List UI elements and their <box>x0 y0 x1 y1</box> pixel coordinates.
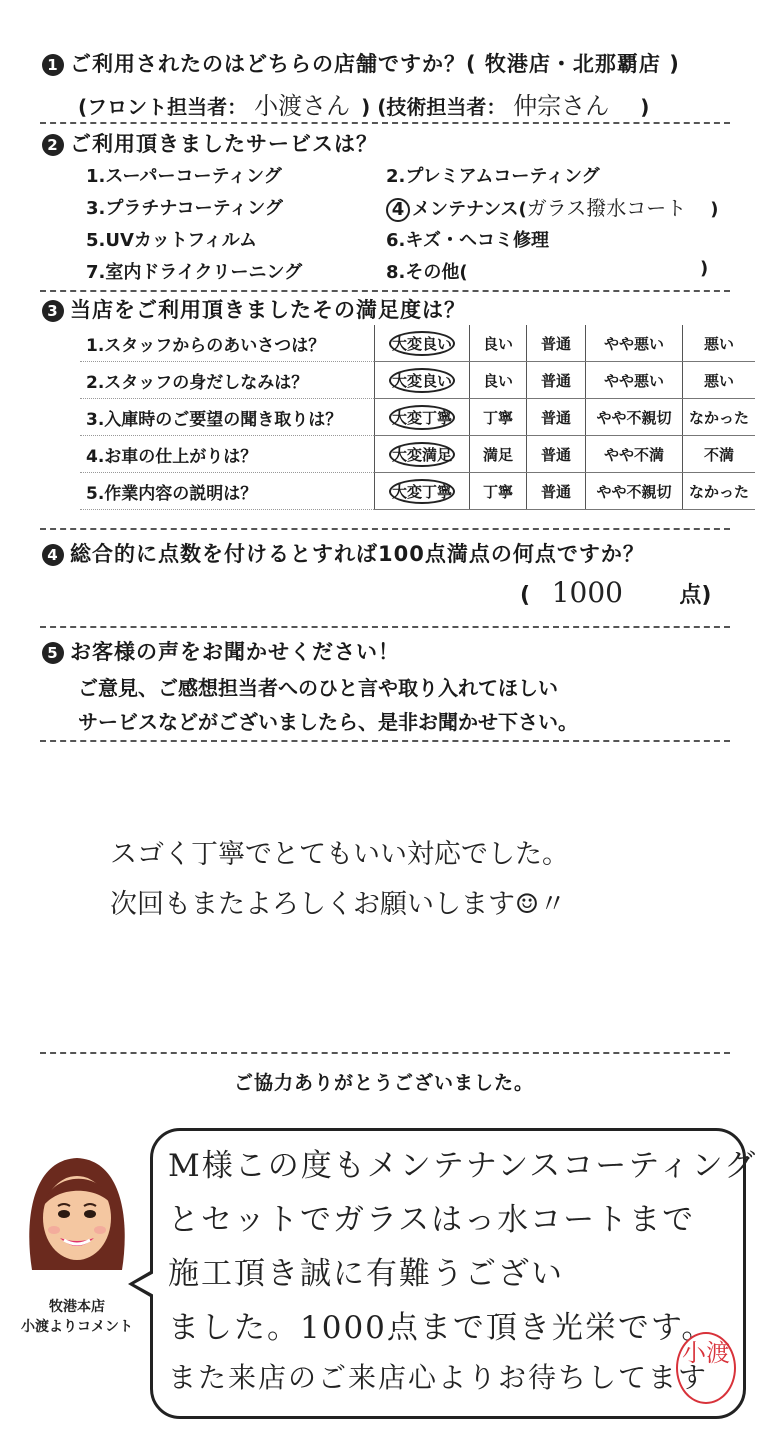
selected-circle-mark: 大変良い <box>389 331 455 356</box>
score-unit: 点) <box>679 583 712 608</box>
reply-line: 施工頂き誠に有難うござい <box>168 1256 564 1292</box>
tech-staff-name: 仲宗さん <box>513 92 610 120</box>
question-text: ご利用されたのはどちらの店舗ですか？( 牧港店・北那覇店 ) <box>70 52 680 76</box>
row-question: 3.入庫時のご要望の聞き取りは？ <box>80 399 375 436</box>
staff-avatar-icon <box>22 1150 132 1280</box>
tech-staff-label: (技術担当者： <box>377 95 507 119</box>
option: 丁寧 <box>470 473 527 510</box>
question-text: 総合的に点数を付けるとすれば100点満点の何点ですか？ <box>70 542 645 566</box>
option-selected <box>375 473 470 510</box>
divider <box>40 626 730 628</box>
question-text: ご利用頂きましたサービスは？ <box>70 132 378 156</box>
satisfaction-table <box>80 325 755 510</box>
question-5-line-2: ご意見、ご感想担当者へのひと言や取り入れてほしい <box>78 676 558 700</box>
option: 良い <box>470 325 527 362</box>
option: やや悪い <box>586 325 683 362</box>
option: 満足 <box>470 436 527 473</box>
selected-circle-mark: 4 <box>386 198 410 222</box>
question-3 <box>42 294 466 324</box>
option: やや不親切 <box>586 399 683 436</box>
service-option: 7.室内ドライクリーニング <box>86 262 303 283</box>
staff-line <box>78 86 649 121</box>
divider <box>40 122 730 124</box>
service-option: 5.UVカットフィルム <box>86 230 258 251</box>
selected-circle-mark: 大変満足 <box>389 442 455 467</box>
option: 普通 <box>527 362 586 399</box>
customer-comment-line-2: 次回もまたよろしくお願いします☺〃 <box>110 889 567 920</box>
service-option: 3.プラチナコーティング <box>86 198 283 219</box>
score-open: ( <box>520 583 531 608</box>
option-selected <box>375 325 470 362</box>
front-staff-name: 小渡さん <box>254 92 351 120</box>
question-5-line-3: サービスなどがございましたら、是非お聞かせ下さい。 <box>78 710 578 734</box>
service-option: 6.キズ・ヘコミ修理 <box>386 230 550 251</box>
service-option: 2.プレミアムコーティング <box>386 166 600 187</box>
option: 普通 <box>527 325 586 362</box>
option: なかった <box>683 399 756 436</box>
question-number: 2 <box>42 134 64 156</box>
divider <box>40 1052 730 1054</box>
question-4 <box>42 538 645 568</box>
reply-line: ました。1000点まで頂き光栄です。 <box>168 1310 715 1346</box>
reply-line: M様この度もメンテナンスコーティング <box>168 1148 758 1184</box>
staff-caption: 小渡よりコメント <box>21 1319 133 1335</box>
service-option: 1.スーパーコーティング <box>86 166 282 187</box>
front-staff-label: (フロント担当者： <box>78 95 248 119</box>
option: 良い <box>470 362 527 399</box>
table-row <box>80 362 755 399</box>
option: 普通 <box>527 399 586 436</box>
selected-circle-mark: 大変丁寧 <box>389 479 455 504</box>
service-option: 8.その他( <box>386 262 468 283</box>
service-detail: ガラス撥水コート <box>526 196 687 220</box>
option: 丁寧 <box>470 399 527 436</box>
table-row <box>80 473 755 510</box>
option: 普通 <box>527 436 586 473</box>
row-question: 4.お車の仕上がりは？ <box>80 436 375 473</box>
reply-line: また来店のご来店心よりお待ちしてます <box>168 1361 709 1394</box>
option: 不満 <box>683 436 756 473</box>
name-stamp: 小渡 <box>676 1332 736 1404</box>
option: 普通 <box>527 473 586 510</box>
row-question: 5.作業内容の説明は？ <box>80 473 375 510</box>
tech-staff-close: ) <box>640 95 650 119</box>
divider <box>40 290 730 292</box>
question-text: お客様の声をお聞かせください！ <box>70 640 400 664</box>
option-selected <box>375 399 470 436</box>
question-5 <box>42 636 400 666</box>
customer-comment-line-1: スゴく丁寧でとてもいい対応でした。 <box>110 839 569 870</box>
option-selected <box>375 436 470 473</box>
question-number: 3 <box>42 300 64 322</box>
option: やや不親切 <box>586 473 683 510</box>
table-row <box>80 325 755 362</box>
service-option-selected <box>386 192 718 222</box>
option: なかった <box>683 473 756 510</box>
table-row <box>80 399 755 436</box>
bubble-tail-inner <box>134 1273 154 1295</box>
question-text: 当店をご利用頂きましたその満足度は？ <box>70 298 466 322</box>
question-number: 5 <box>42 642 64 664</box>
option: やや不満 <box>586 436 683 473</box>
service-other-close: ) <box>700 258 709 279</box>
option-selected <box>375 362 470 399</box>
divider <box>40 740 730 742</box>
question-1 <box>42 48 680 78</box>
selected-circle-mark: 大変丁寧 <box>389 405 455 430</box>
reply-line: とセットでガラスはっ水コートまで <box>168 1202 696 1238</box>
option: 悪い <box>683 362 756 399</box>
question-2 <box>42 128 378 158</box>
question-number: 1 <box>42 54 64 76</box>
score-line <box>520 576 711 609</box>
row-question: 2.スタッフの身だしなみは？ <box>80 362 375 399</box>
question-number: 4 <box>42 544 64 566</box>
service-label: メンテナンス( <box>412 199 527 220</box>
selected-circle-mark: 大変良い <box>389 368 455 393</box>
option: やや悪い <box>586 362 683 399</box>
score-value: 1000 <box>551 576 623 609</box>
thanks-message: ご協力ありがとうございました。 <box>233 1072 534 1094</box>
staff-store: 牧港本店 <box>49 1299 105 1315</box>
option: 悪い <box>683 325 756 362</box>
front-staff-close: ) <box>361 95 371 119</box>
divider <box>40 528 730 530</box>
table-row <box>80 436 755 473</box>
row-question: 1.スタッフからのあいさつは？ <box>80 325 375 362</box>
service-close: ) <box>710 199 719 220</box>
